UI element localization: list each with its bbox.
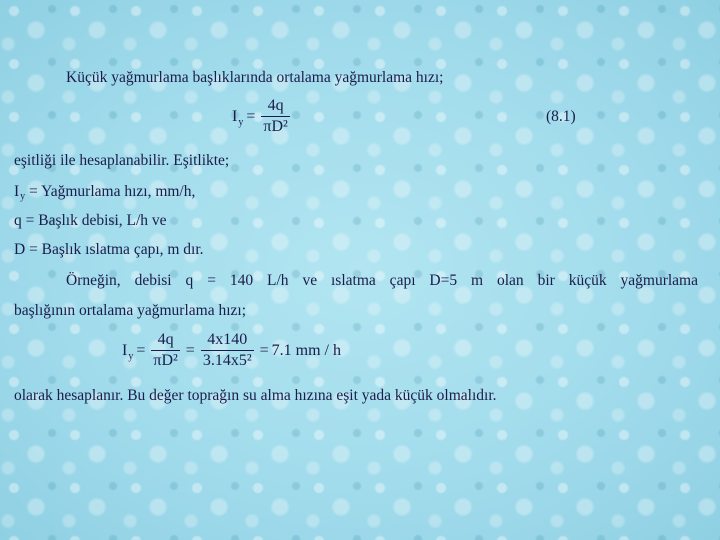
eq2-equals-c: = [259, 341, 269, 359]
example-line-2: başlığının ortalama yağmurlama hızı; [14, 302, 247, 319]
eq1-denominator: πD² [263, 118, 288, 135]
eq2-equals-a: = [136, 341, 146, 359]
definition-iy: Iy = Yağmurlama hızı, mm/h, [14, 183, 196, 202]
eq2-denominator-2: 3.14x5² [202, 352, 252, 369]
eq1-lhs: $I_y$ [232, 107, 244, 128]
eq2-equals-b: = [185, 341, 195, 359]
eq2-result: 7.1 mm / h [271, 341, 341, 359]
example-equation [122, 332, 341, 369]
example-line-1: Örneğin, debisi q = 140 L/h ve ıslatma çapı D=5 m olan bir küçük yağmurlama [66, 272, 698, 289]
conclusion-text: olarak hesaplanır. Bu değer toprağın su alma hızına eşit yada küçük olmalıdır. [14, 387, 497, 404]
eq1-equals: = [246, 107, 256, 125]
intro-text: Küçük yağmurlama başlıklarında ortalama yağmurlama hızı; [66, 69, 444, 86]
definition-d: D = Başlık ıslatma çapı, m dır. [14, 241, 204, 258]
eq1-fraction [261, 98, 289, 135]
definition-q: q = Başlık debisi, L/h ve [14, 212, 167, 229]
equation-8-1 [232, 98, 293, 135]
eq2-lhs: $I_y$ [122, 341, 134, 362]
equation-number: (8.1) [546, 108, 576, 125]
eq2-fraction-2 [201, 332, 254, 369]
eq2-numerator-2: 4x140 [207, 331, 248, 348]
eq2-denominator-1: πD² [153, 352, 178, 369]
text-after-equation: eşitliği ile hesaplanabilir. Eşitlikte; [14, 152, 230, 169]
eq2-numerator-1: 4q [157, 331, 174, 348]
eq2-fraction-1 [151, 332, 179, 369]
eq1-numerator: 4q [267, 97, 284, 114]
